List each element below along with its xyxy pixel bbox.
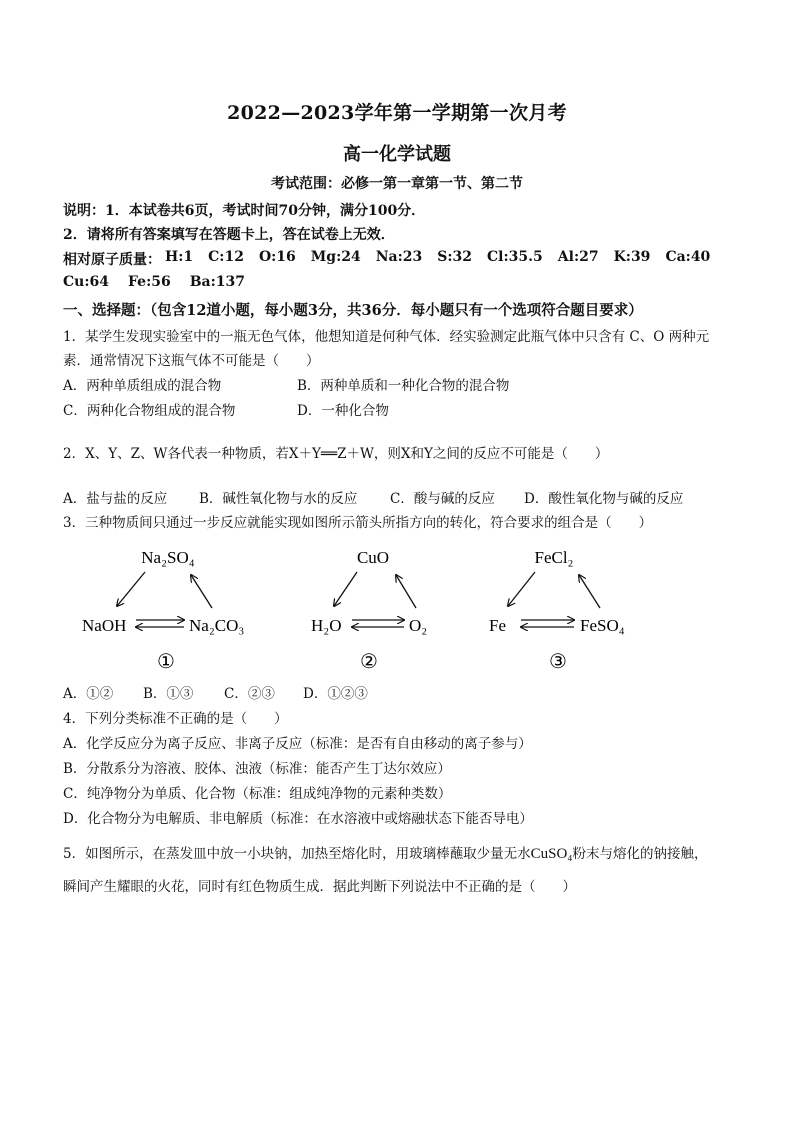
q1-option-d: D．一种化合物 xyxy=(297,403,389,419)
atomic-mass-cu: Cu:64 xyxy=(63,274,109,290)
q5-stem-part-1: 5．如图所示，在蒸发皿中放一小块钠，加热至熔化时，用玻璃棒蘸取少量无水 xyxy=(63,846,531,862)
atomic-mass-cl: Cl:35.5 xyxy=(487,249,543,265)
section-heading: 一、选择题：（包含12道小题，每小题3分，共36分．每小题只有一个选项符合题目要求） xyxy=(63,302,643,319)
diagram-2-label: ② xyxy=(360,651,378,673)
exam-title: 2022—2023学年第一学期第一次月考 xyxy=(227,102,567,124)
diagram-2-left: H₂O xyxy=(311,616,342,635)
diagram-2-top: CuO xyxy=(356,548,390,567)
q1-option-c: C．两种化合物组成的混合物 xyxy=(63,403,236,419)
atomic-mass-fe: Fe:56 xyxy=(127,274,171,290)
diagram-1-arrow-right-top xyxy=(191,575,212,608)
atomic-mass-h: H:1 xyxy=(165,249,194,265)
q2-option-b: B．碱性氧化物与水的反应 xyxy=(199,491,358,507)
diagram-3-arrow-top-left xyxy=(508,572,535,606)
q3-option-b: B．①③ xyxy=(143,686,194,702)
atomic-mass-o: O:16 xyxy=(258,249,296,265)
atomic-mass-k: K:39 xyxy=(613,249,651,265)
diagram-1-top: Na₂SO₄ xyxy=(141,548,195,567)
q2-option-d: D．酸性氧化物与碱的反应 xyxy=(524,491,684,507)
q2-option-c: C．酸与碱的反应 xyxy=(390,491,495,507)
q3-stem: 3．三种物质间只通过一步反应就能实现如图所示箭头所指方向的转化，符合要求的组合是（ ） xyxy=(63,515,653,531)
diagram-1-right: Na₂CO₃ xyxy=(189,616,245,635)
atomic-mass-label: 相对原子质量： xyxy=(63,252,161,268)
diagram-3-top: FeCl₂ xyxy=(534,548,574,567)
q4-option-d: D．化合物分为电解质、非电解质（标准：在水溶液中或熔融状态下能否导电） xyxy=(63,811,533,827)
diagram-1-arrow-top-left xyxy=(117,572,145,606)
q2-option-a: A．盐与盐的反应 xyxy=(63,491,168,507)
atomic-mass-s: S:32 xyxy=(437,249,473,265)
q3-option-a: A．①② xyxy=(63,686,114,702)
diagram-2-right: O₂ xyxy=(409,616,428,635)
q4-option-c: C．纯净物分为单质、化合物（标准：组成纯净物的元素种类数） xyxy=(63,786,452,802)
q1-option-b: B．两种单质和一种化合物的混合物 xyxy=(297,378,510,394)
atomic-mass-al: Al:27 xyxy=(557,249,599,265)
diagram-3 xyxy=(489,548,625,673)
exam-scope: 考试范围：必修一第一章第一节、第二节 xyxy=(271,176,523,192)
atomic-mass-c: C:12 xyxy=(208,249,244,265)
diagram-3-label: ③ xyxy=(549,651,567,673)
diagram-1 xyxy=(82,548,244,673)
q3-option-c: C．②③ xyxy=(224,686,275,702)
diagram-3-right: FeSO₄ xyxy=(580,616,625,635)
atomic-mass-row-1 xyxy=(63,249,710,269)
q4-stem: 4．下列分类标准不正确的是（ ） xyxy=(63,711,288,727)
diagram-3-arrow-right-top xyxy=(579,575,600,608)
atomic-mass-ba: Ba:137 xyxy=(189,274,246,290)
diagram-2-arrow-top-left xyxy=(334,572,357,606)
q4-option-b: B．分散系分为溶液、胶体、浊液（标准：能否产生丁达尔效应） xyxy=(63,761,451,777)
diagram-2 xyxy=(311,548,427,673)
diagram-3-left: Fe xyxy=(489,616,506,635)
diagram-2-arrow-right-top xyxy=(396,575,416,608)
atomic-mass-mg: Mg:24 xyxy=(310,249,361,265)
atomic-mass-na: Na:23 xyxy=(375,249,423,265)
q5-stem-line-2: 瞬间产生耀眼的火花，同时有红色物质生成．据此判断下列说法中不正确的是（ ） xyxy=(63,879,576,895)
diagram-1-left: NaOH xyxy=(82,616,127,635)
exam-subtitle: 高一化学试题 xyxy=(343,144,451,165)
diagram-1-label: ① xyxy=(157,651,175,673)
q2-stem: 2．X、Y、Z、W各代表一种物质，若X＋Y══Z＋W，则X和Y之间的反应不可能是（ ） xyxy=(63,446,609,462)
q1-option-a: A．两种单质组成的混合物 xyxy=(63,378,222,394)
atomic-mass-row-2 xyxy=(63,274,245,290)
atomic-mass-ca: Ca:40 xyxy=(665,249,711,265)
instruction-line-2: 2．请将所有答案填写在答题卡上，答在试卷上无效． xyxy=(63,227,395,243)
q3-option-d: D．①②③ xyxy=(303,686,368,702)
q3-transformation-diagrams xyxy=(60,538,660,678)
q4-option-a: A．化学反应分为离子反应、非离子反应（标准：是否有自由移动的离子参与） xyxy=(63,736,532,752)
q1-stem-line-1: 1．某学生发现实验室中的一瓶无色气体，他想知道是何种气体．经实验测定此瓶气体中只含有 C、O 两种元 xyxy=(63,329,710,345)
q5-formula: CuSO₄ xyxy=(530,846,573,862)
q1-stem-line-2: 素．通常情况下这瓶气体不可能是（ ） xyxy=(63,353,320,369)
q5-stem-part-2: 粉末与熔化的钠接触， xyxy=(572,846,708,862)
q5-stem-line-1 xyxy=(63,842,708,863)
instruction-line-1: 说明：1．本试卷共6页，考试时间70分钟，满分100分． xyxy=(63,203,426,219)
